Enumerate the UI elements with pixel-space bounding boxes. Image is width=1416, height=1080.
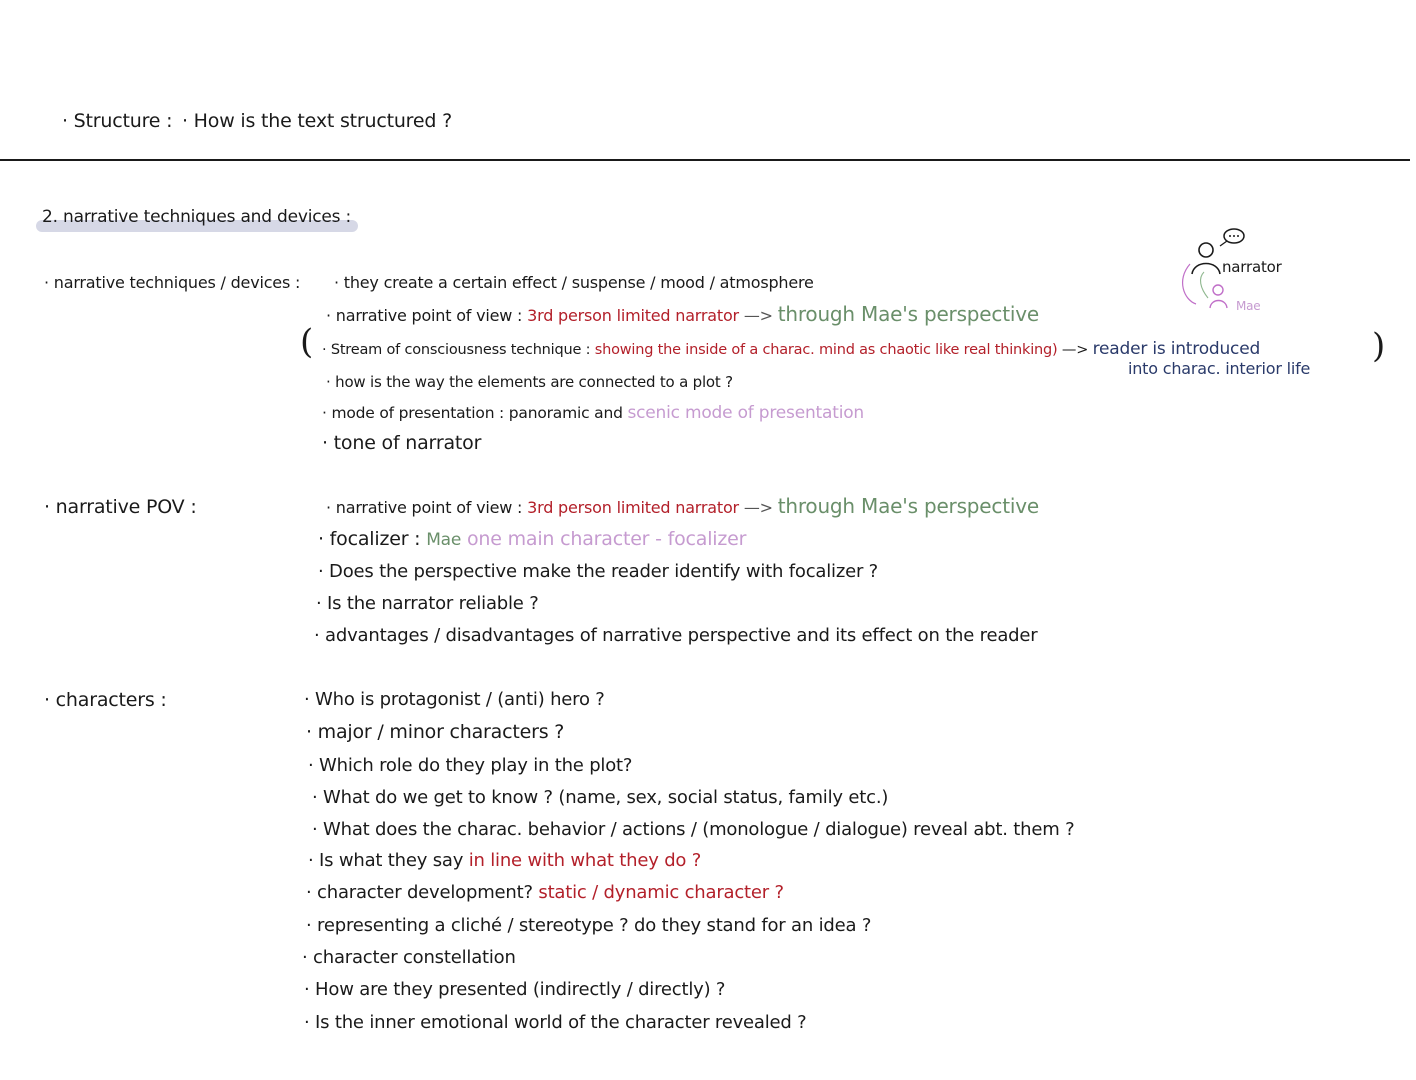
- characters-q6: [308, 848, 701, 874]
- characters-q8: · representing a cliché / stereotype ? do they stand for an idea ?: [306, 915, 872, 936]
- pov-line-5: · advantages / disadvantages of narrative perspective and its effect on the reader: [314, 625, 1038, 646]
- characters-q7-black: · character development?: [306, 882, 533, 903]
- speech-bubble-icon: [1220, 229, 1244, 246]
- pov-point-label: · narrative point of view :: [326, 498, 523, 517]
- techniques-plot-line: · how is the way the elements are connected to a plot ?: [326, 373, 733, 391]
- characters-q7-red: static / dynamic character ?: [538, 882, 784, 903]
- characters-q1: · Who is protagonist / (anti) hero ?: [304, 689, 605, 710]
- pov-line-1: [326, 493, 1039, 521]
- characters-q5: · What does the charac. behavior / actions / (monologue / dialogue) reveal abt. them ?: [312, 819, 1075, 840]
- characters-q4: · What do we get to know ? (name, sex, social status, family etc.): [312, 787, 889, 808]
- mae-label: Mae: [1236, 299, 1261, 313]
- narrator-arrow-icon: [1183, 264, 1208, 304]
- structure-question: · How is the text structured ?: [182, 110, 452, 132]
- right-parenthesis: ): [1372, 326, 1386, 366]
- characters-q3: · Which role do they play in the plot?: [308, 755, 633, 776]
- characters-label: · characters :: [44, 689, 167, 711]
- focalizer-label: · focalizer :: [318, 528, 421, 550]
- section-divider: [0, 159, 1410, 161]
- stream-arrow: —>: [1061, 342, 1089, 358]
- pov-label: · narrative POV :: [44, 496, 197, 518]
- techniques-pov-green: through Mae's perspective: [777, 302, 1039, 326]
- characters-q10: · How are they presented (indirectly / directly) ?: [304, 979, 726, 1000]
- techniques-label: · narrative techniques / devices :: [44, 273, 301, 292]
- characters-q7: [306, 880, 784, 906]
- characters-q6-black: · Is what they say: [308, 850, 464, 871]
- focalizer-lilac: one main character - focalizer: [467, 528, 747, 550]
- focalizer-green: Mae: [426, 530, 462, 550]
- techniques-pov-line: [326, 301, 1039, 329]
- structure-label: · Structure :: [62, 110, 173, 132]
- characters-q6-red: in line with what they do ?: [468, 850, 702, 871]
- section-heading: 2. narrative techniques and devices :: [42, 207, 352, 227]
- mae-person-icon: [1210, 285, 1227, 308]
- pov-line-4: · Is the narrator reliable ?: [316, 593, 539, 614]
- pov-line-3: · Does the perspective make the reader identify with focalizer ?: [318, 561, 879, 582]
- stream-blue-continued: into charac. interior life: [1128, 359, 1311, 378]
- pov-point-green: through Mae's perspective: [777, 494, 1039, 518]
- mode-lilac: scenic mode of presentation: [627, 403, 864, 423]
- stream-red: showing the inside of a charac. mind as chaotic like real thinking): [594, 342, 1058, 358]
- stream-label: · Stream of consciousness technique :: [322, 342, 591, 358]
- techniques-pov-arrow: —>: [743, 306, 773, 325]
- pov-point-arrow: —>: [743, 498, 773, 517]
- mode-black: · mode of presentation : panoramic and: [322, 404, 623, 422]
- characters-q11: · Is the inner emotional world of the character revealed ?: [304, 1012, 807, 1033]
- pov-line-2: [318, 526, 746, 553]
- stream-line: [322, 336, 1260, 363]
- left-parenthesis: (: [300, 322, 314, 362]
- narrator-label: narrator: [1222, 258, 1282, 276]
- techniques-pov-red: 3rd person limited narrator: [527, 306, 739, 325]
- techniques-tone-line: · tone of narrator: [322, 432, 482, 454]
- techniques-pov-label: · narrative point of view :: [326, 306, 523, 325]
- techniques-mode-line: [322, 400, 864, 426]
- characters-q9: · character constellation: [302, 947, 516, 968]
- narrator-person-icon: [1192, 243, 1220, 274]
- techniques-effect-line: · they create a certain effect / suspense / mood / atmosphere: [334, 273, 814, 292]
- pov-point-red: 3rd person limited narrator: [527, 498, 739, 517]
- characters-q2: · major / minor characters ?: [306, 721, 565, 743]
- stream-blue: reader is introduced: [1092, 339, 1261, 359]
